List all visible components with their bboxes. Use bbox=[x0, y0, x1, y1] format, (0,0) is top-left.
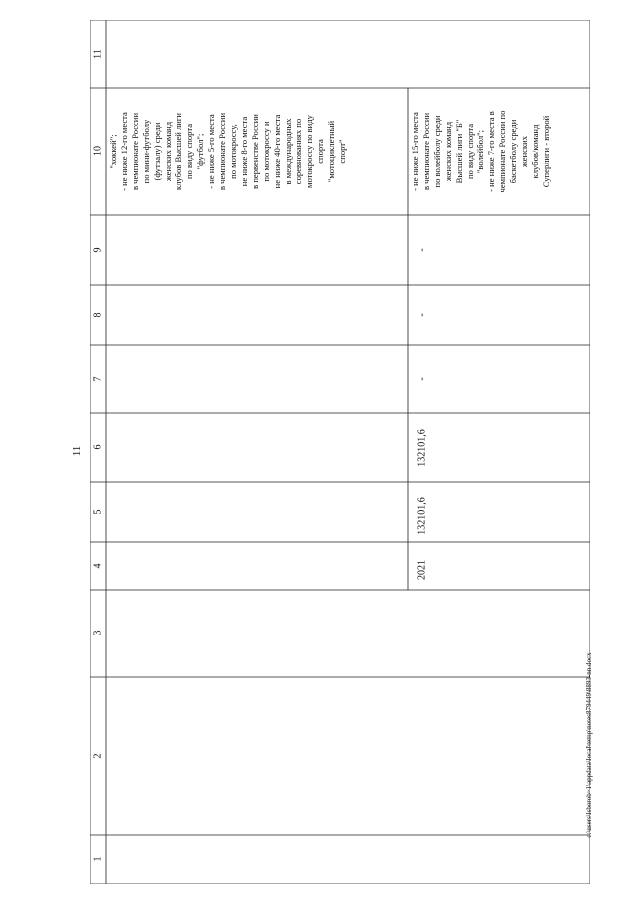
cell-text-line: Высшей лиги "Б" bbox=[453, 119, 464, 184]
cell-text-line: в чемпионате России bbox=[129, 112, 140, 191]
cell-text-line: - не ниже 12-го места bbox=[118, 112, 129, 191]
cell-text-line: не ниже 40-го места bbox=[271, 114, 282, 189]
cell-text-line: по мотокроссу и bbox=[260, 121, 271, 182]
cell-text-line: по виду спорта bbox=[464, 123, 475, 180]
cell-text-line: спорта bbox=[315, 139, 326, 164]
cell-text-line: - не ниже 7-го места в bbox=[486, 111, 497, 192]
cell-text-line: клубов Высшей лиги bbox=[173, 112, 184, 191]
cell-text-line: женских команд bbox=[442, 121, 453, 182]
cell-text-line: в чемпионате России bbox=[420, 112, 431, 191]
cell-text-line: Суперлиги - второй bbox=[540, 115, 551, 188]
cell-text-line: в чемпионате России bbox=[217, 112, 228, 191]
row2-col10-text bbox=[410, 90, 588, 213]
cell-text-line: "мотоциклетный bbox=[326, 120, 337, 183]
cell-text-line: соревнованиях по bbox=[293, 118, 304, 185]
cell-text-line: мотокроссу по виду bbox=[304, 115, 315, 188]
footer-file-path-text: c:\users\lsborob~1\appdata\local\temp\notes879449\8893-nn.docx bbox=[585, 652, 593, 838]
cell-text-line: в первенстве России bbox=[249, 114, 260, 189]
cell-text-line: чемпионате России по bbox=[497, 110, 508, 193]
cell-text-line: "футбол"; bbox=[195, 133, 206, 170]
cell-text-line: - не ниже 15-го места bbox=[410, 112, 420, 191]
cell-text-line: (футзалу) среди bbox=[151, 122, 162, 181]
cell-text-line: - не ниже 5-го места bbox=[206, 114, 217, 189]
cell-text-line: по мини-футболу bbox=[140, 119, 151, 184]
rotated-table: 11 10 9 8 7 6 5 4 3 2 1 "хоккей"; - не ниже 12-го места в чемпионате России по мини-футболу (футзалу) среди женских команд клубов Высшей лиги по виду спорта "футбол"; - не ниже 5-го места в чемпионате России по мотокроссу, не ниже 8-го места в первенстве России по мотокроссу и не ниже 40-го места в международных соревнованиях по мотокроссу по виду спорта "мотоциклетный спорт" - не ниже 15-го места в чемпионате России по волейболу среди женских команд Высшей лиги "Б" по виду спорта "волейбол"; - не ниже 7-го места в чемпионате России по баскетболу среди женских клубов/команд Суперлиги - второй - - - 132101,6 132101,6 2021 bbox=[90, 20, 590, 884]
cell-text-line: "хоккей"; bbox=[108, 134, 118, 169]
cell-text-line: клубов/команд bbox=[529, 124, 540, 179]
cell-text-line: спорт" bbox=[337, 139, 348, 164]
cell-text-line: по мотокроссу, bbox=[227, 124, 238, 179]
cell-text-line: по виду спорта bbox=[184, 123, 195, 180]
page-number: 11 bbox=[71, 445, 83, 457]
cell-text-line: баскетболу среди bbox=[508, 119, 519, 184]
cell-text-line: женских команд bbox=[162, 121, 173, 182]
cell-text-line: по волейболу среди bbox=[431, 115, 442, 188]
cell-text-line: в международных bbox=[282, 118, 293, 185]
cell-text-line: не ниже 8-го места bbox=[238, 116, 249, 187]
cell-text-line: женских bbox=[519, 135, 530, 168]
cell-text-line: "волейбол"; bbox=[475, 129, 486, 174]
row1-col10-text bbox=[108, 90, 406, 213]
